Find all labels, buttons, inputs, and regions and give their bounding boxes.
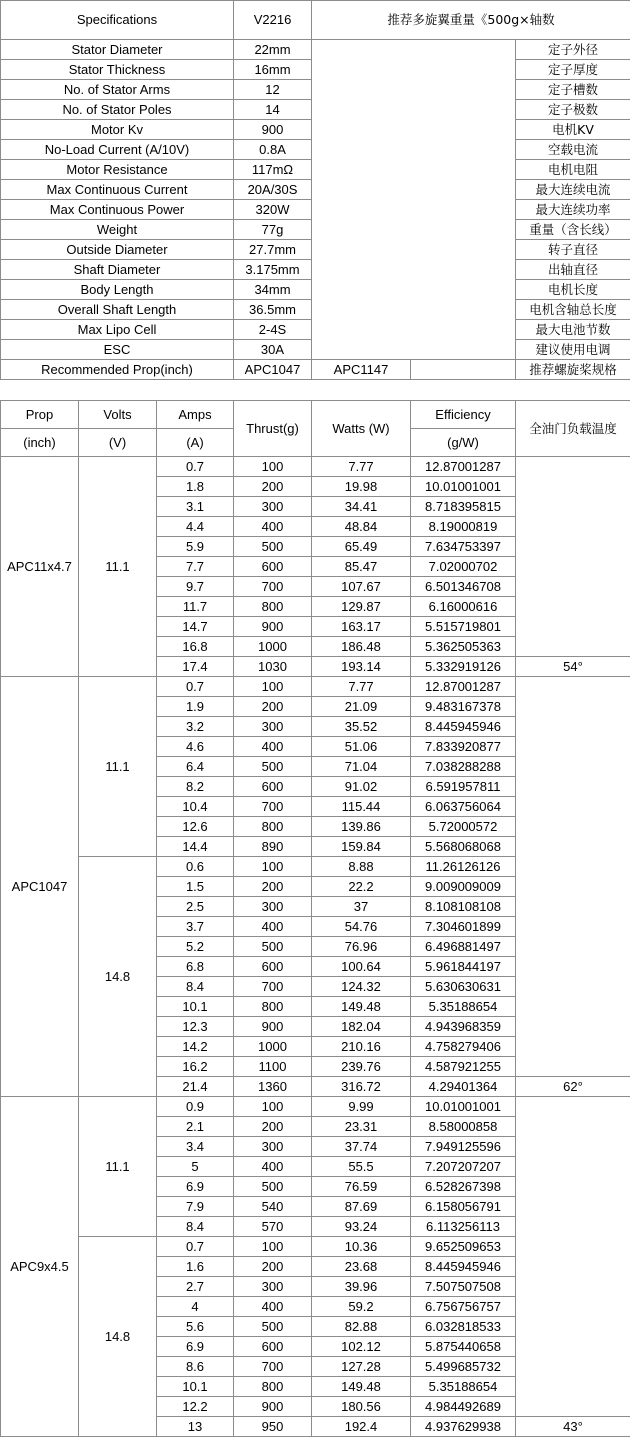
spec-value: 22mm: [234, 40, 312, 60]
header-prop: Prop: [1, 401, 79, 429]
thrust-cell: 700: [234, 577, 312, 597]
gap-cell: [234, 380, 312, 401]
spec-label: Outside Diameter: [1, 240, 234, 260]
spec-value: 27.7mm: [234, 240, 312, 260]
recommended-prop-cn: 推荐螺旋桨规格: [516, 360, 630, 380]
watts-cell: 21.09: [312, 697, 411, 717]
recommended-prop-empty: [411, 360, 516, 380]
amps-cell: 10.1: [157, 1377, 234, 1397]
efficiency-cell: 11.26126126: [411, 857, 516, 877]
watts-cell: 102.12: [312, 1337, 411, 1357]
efficiency-cell: 7.02000702: [411, 557, 516, 577]
watts-cell: 107.67: [312, 577, 411, 597]
amps-cell: 0.6: [157, 857, 234, 877]
spec-cn-label: 电机KV: [516, 120, 630, 140]
temp-blank: [516, 457, 630, 657]
amps-cell: 14.2: [157, 1037, 234, 1057]
thrust-cell: 400: [234, 1157, 312, 1177]
efficiency-cell: 7.038288288: [411, 757, 516, 777]
watts-cell: 186.48: [312, 637, 411, 657]
spec-value: 3.175mm: [234, 260, 312, 280]
amps-cell: 8.4: [157, 977, 234, 997]
thrust-cell: 500: [234, 1317, 312, 1337]
amps-cell: 7.7: [157, 557, 234, 577]
efficiency-cell: 6.113256113: [411, 1217, 516, 1237]
spec-value: 2-4S: [234, 320, 312, 340]
amps-cell: 3.7: [157, 917, 234, 937]
amps-cell: 3.1: [157, 497, 234, 517]
efficiency-cell: 6.16000616: [411, 597, 516, 617]
efficiency-cell: 7.304601899: [411, 917, 516, 937]
spec-cn-label: 转子直径: [516, 240, 630, 260]
gap-cell: [411, 380, 516, 401]
efficiency-cell: 5.875440658: [411, 1337, 516, 1357]
spec-cn-label: 最大电池节数: [516, 320, 630, 340]
watts-cell: 100.64: [312, 957, 411, 977]
thrust-cell: 400: [234, 517, 312, 537]
spec-label: ESC: [1, 340, 234, 360]
header-amps: Amps: [157, 401, 234, 429]
amps-cell: 1.8: [157, 477, 234, 497]
watts-cell: 127.28: [312, 1357, 411, 1377]
amps-cell: 8.6: [157, 1357, 234, 1377]
table-row: [1, 457, 630, 477]
spec-cn-label: 最大连续电流: [516, 180, 630, 200]
gap-cell: [79, 380, 157, 401]
watts-cell: 48.84: [312, 517, 411, 537]
spec-label: Stator Diameter: [1, 40, 234, 60]
efficiency-cell: 4.758279406: [411, 1037, 516, 1057]
amps-cell: 2.7: [157, 1277, 234, 1297]
thrust-cell: 200: [234, 477, 312, 497]
temp-blank: [516, 1097, 630, 1417]
header-thrust: Thrust(g): [234, 401, 312, 457]
spec-value: 77g: [234, 220, 312, 240]
spec-value: 900: [234, 120, 312, 140]
gap-cell: [1, 380, 79, 401]
efficiency-cell: 6.032818533: [411, 1317, 516, 1337]
efficiency-cell: 4.984492689: [411, 1397, 516, 1417]
efficiency-cell: 4.943968359: [411, 1017, 516, 1037]
recommended-prop-1: APC1047: [234, 360, 312, 380]
amps-cell: 0.7: [157, 677, 234, 697]
thrust-cell: 700: [234, 797, 312, 817]
watts-cell: 10.36: [312, 1237, 411, 1257]
watts-cell: 124.32: [312, 977, 411, 997]
watts-cell: 91.02: [312, 777, 411, 797]
header-temperature: 全油门负载温度: [516, 401, 630, 457]
watts-cell: 65.49: [312, 537, 411, 557]
efficiency-cell: 7.207207207: [411, 1157, 516, 1177]
amps-cell: 0.7: [157, 457, 234, 477]
amps-cell: 10.4: [157, 797, 234, 817]
amps-cell: 1.9: [157, 697, 234, 717]
amps-cell: 3.2: [157, 717, 234, 737]
amps-cell: 4.6: [157, 737, 234, 757]
watts-cell: 7.77: [312, 677, 411, 697]
header-amps-unit: (A): [157, 429, 234, 457]
efficiency-cell: 5.35188654: [411, 997, 516, 1017]
watts-cell: 54.76: [312, 917, 411, 937]
header-prop-unit: (inch): [1, 429, 79, 457]
watts-cell: 87.69: [312, 1197, 411, 1217]
efficiency-cell: 9.009009009: [411, 877, 516, 897]
thrust-cell: 800: [234, 597, 312, 617]
thrust-cell: 900: [234, 1397, 312, 1417]
thrust-cell: 200: [234, 697, 312, 717]
thrust-cell: 100: [234, 457, 312, 477]
efficiency-cell: 6.158056791: [411, 1197, 516, 1217]
thrust-cell: 700: [234, 1357, 312, 1377]
volts-cell: 11.1: [79, 677, 157, 857]
efficiency-cell: 5.332919126: [411, 657, 516, 677]
table-row: [1, 677, 630, 697]
efficiency-cell: 8.108108108: [411, 897, 516, 917]
thrust-cell: 540: [234, 1197, 312, 1217]
amps-cell: 3.4: [157, 1137, 234, 1157]
spec-title: Specifications: [1, 1, 234, 40]
efficiency-cell: 6.756756757: [411, 1297, 516, 1317]
amps-cell: 13: [157, 1417, 234, 1437]
efficiency-cell: 7.634753397: [411, 537, 516, 557]
efficiency-cell: 9.483167378: [411, 697, 516, 717]
amps-cell: 5.9: [157, 537, 234, 557]
model-name: V2216: [234, 1, 312, 40]
watts-cell: 59.2: [312, 1297, 411, 1317]
amps-cell: 9.7: [157, 577, 234, 597]
gap-cell: [157, 380, 234, 401]
spec-value: 12: [234, 80, 312, 100]
watts-cell: 163.17: [312, 617, 411, 637]
amps-cell: 8.4: [157, 1217, 234, 1237]
efficiency-cell: 6.528267398: [411, 1177, 516, 1197]
spec-label: Motor Kv: [1, 120, 234, 140]
volts-cell: 11.1: [79, 1097, 157, 1237]
watts-cell: 115.44: [312, 797, 411, 817]
table-gap: [1, 380, 630, 401]
watts-cell: 37: [312, 897, 411, 917]
thrust-cell: 800: [234, 1377, 312, 1397]
thrust-cell: 1000: [234, 1037, 312, 1057]
spec-value: 30A: [234, 340, 312, 360]
thrust-cell: 500: [234, 537, 312, 557]
amps-cell: 14.7: [157, 617, 234, 637]
volts-cell: 11.1: [79, 457, 157, 677]
watts-cell: 85.47: [312, 557, 411, 577]
watts-cell: 159.84: [312, 837, 411, 857]
thrust-cell: 1100: [234, 1057, 312, 1077]
watts-cell: 82.88: [312, 1317, 411, 1337]
amps-cell: 7.9: [157, 1197, 234, 1217]
watts-cell: 39.96: [312, 1277, 411, 1297]
prop-cell: APC9x4.5: [1, 1097, 79, 1437]
watts-cell: 35.52: [312, 717, 411, 737]
spec-cn-label: 重量（含长线）: [516, 220, 630, 240]
thrust-cell: 500: [234, 937, 312, 957]
watts-cell: 19.98: [312, 477, 411, 497]
efficiency-cell: 7.833920877: [411, 737, 516, 757]
watts-cell: 93.24: [312, 1217, 411, 1237]
spec-value: 14: [234, 100, 312, 120]
watts-cell: 192.4: [312, 1417, 411, 1437]
recommended-prop-2: APC1147: [312, 360, 411, 380]
efficiency-cell: 5.35188654: [411, 1377, 516, 1397]
spec-cn-label: 空载电流: [516, 140, 630, 160]
thrust-cell: 400: [234, 737, 312, 757]
thrust-cell: 600: [234, 777, 312, 797]
thrust-cell: 100: [234, 1237, 312, 1257]
thrust-cell: 300: [234, 1277, 312, 1297]
header-volts: Volts: [79, 401, 157, 429]
efficiency-cell: 7.949125596: [411, 1137, 516, 1157]
efficiency-cell: 8.445945946: [411, 1257, 516, 1277]
thrust-cell: 300: [234, 897, 312, 917]
thrust-cell: 800: [234, 997, 312, 1017]
thrust-cell: 1030: [234, 657, 312, 677]
recommended-prop-label: Recommended Prop(inch): [1, 360, 234, 380]
thrust-cell: 1000: [234, 637, 312, 657]
thrust-cell: 900: [234, 1017, 312, 1037]
thrust-cell: 600: [234, 557, 312, 577]
thrust-cell: 100: [234, 677, 312, 697]
thrust-cell: 700: [234, 977, 312, 997]
thrust-cell: 600: [234, 957, 312, 977]
amps-cell: 4.4: [157, 517, 234, 537]
thrust-cell: 600: [234, 1337, 312, 1357]
spec-value: 16mm: [234, 60, 312, 80]
spec-label: Shaft Diameter: [1, 260, 234, 280]
thrust-cell: 570: [234, 1217, 312, 1237]
efficiency-cell: 5.630630631: [411, 977, 516, 997]
efficiency-cell: 10.01001001: [411, 477, 516, 497]
spec-label: No. of Stator Arms: [1, 80, 234, 100]
efficiency-cell: 8.445945946: [411, 717, 516, 737]
efficiency-cell: 5.499685732: [411, 1357, 516, 1377]
watts-cell: 37.74: [312, 1137, 411, 1157]
amps-cell: 21.4: [157, 1077, 234, 1097]
watts-cell: 51.06: [312, 737, 411, 757]
recommended-prop-row: [1, 360, 630, 380]
spec-row: [1, 40, 630, 60]
perf-header-row: [1, 401, 630, 429]
watts-cell: 76.96: [312, 937, 411, 957]
spec-cn-label: 电机含轴总长度: [516, 300, 630, 320]
thrust-cell: 200: [234, 1117, 312, 1137]
thrust-cell: 400: [234, 917, 312, 937]
header-efficiency: Efficiency: [411, 401, 516, 429]
amps-cell: 12.3: [157, 1017, 234, 1037]
efficiency-cell: 8.718395815: [411, 497, 516, 517]
header-watts: Watts (W): [312, 401, 411, 457]
spec-cn-label: 出轴直径: [516, 260, 630, 280]
spec-cn-label: 电机长度: [516, 280, 630, 300]
gap-cell: [312, 380, 411, 401]
amps-cell: 0.9: [157, 1097, 234, 1117]
prop-cell: APC11x4.7: [1, 457, 79, 677]
watts-cell: 180.56: [312, 1397, 411, 1417]
thrust-cell: 200: [234, 877, 312, 897]
efficiency-cell: 10.01001001: [411, 1097, 516, 1117]
thrust-cell: 100: [234, 1097, 312, 1117]
spec-blank: [312, 40, 516, 360]
gap-cell: [516, 380, 630, 401]
thrust-cell: 1360: [234, 1077, 312, 1097]
efficiency-cell: 7.507507508: [411, 1277, 516, 1297]
spec-value: 36.5mm: [234, 300, 312, 320]
efficiency-cell: 6.496881497: [411, 937, 516, 957]
spec-value: 320W: [234, 200, 312, 220]
watts-cell: 8.88: [312, 857, 411, 877]
efficiency-cell: 6.063756064: [411, 797, 516, 817]
watts-cell: 139.86: [312, 817, 411, 837]
spec-label: Body Length: [1, 280, 234, 300]
thrust-cell: 890: [234, 837, 312, 857]
temperature-cell: 43°: [516, 1417, 630, 1437]
amps-cell: 14.4: [157, 837, 234, 857]
spec-label: No-Load Current (A/10V): [1, 140, 234, 160]
amps-cell: 12.6: [157, 817, 234, 837]
efficiency-cell: 6.591957811: [411, 777, 516, 797]
volts-cell: 14.8: [79, 1237, 157, 1437]
efficiency-cell: 5.961844197: [411, 957, 516, 977]
amps-cell: 4: [157, 1297, 234, 1317]
efficiency-cell: 5.72000572: [411, 817, 516, 837]
table-row: [1, 1097, 630, 1117]
efficiency-cell: 8.19000819: [411, 517, 516, 537]
thrust-cell: 300: [234, 717, 312, 737]
amps-cell: 16.8: [157, 637, 234, 657]
watts-cell: 22.2: [312, 877, 411, 897]
temp-blank: [516, 677, 630, 1077]
amps-cell: 11.7: [157, 597, 234, 617]
amps-cell: 1.5: [157, 877, 234, 897]
spec-label: Overall Shaft Length: [1, 300, 234, 320]
spec-cn-label: 电机电阻: [516, 160, 630, 180]
watts-cell: 7.77: [312, 457, 411, 477]
thrust-cell: 300: [234, 497, 312, 517]
amps-cell: 5: [157, 1157, 234, 1177]
amps-cell: 2.5: [157, 897, 234, 917]
watts-cell: 182.04: [312, 1017, 411, 1037]
efficiency-cell: 5.568068068: [411, 837, 516, 857]
amps-cell: 12.2: [157, 1397, 234, 1417]
thrust-cell: 400: [234, 1297, 312, 1317]
spec-value: 117mΩ: [234, 160, 312, 180]
amps-cell: 6.9: [157, 1177, 234, 1197]
watts-cell: 55.5: [312, 1157, 411, 1177]
thrust-cell: 200: [234, 1257, 312, 1277]
volts-cell: 14.8: [79, 857, 157, 1097]
efficiency-cell: 9.652509653: [411, 1237, 516, 1257]
efficiency-cell: 12.87001287: [411, 457, 516, 477]
spec-label: Weight: [1, 220, 234, 240]
thrust-cell: 900: [234, 617, 312, 637]
spec-label: Max Continuous Current: [1, 180, 234, 200]
watts-cell: 76.59: [312, 1177, 411, 1197]
watts-cell: 239.76: [312, 1057, 411, 1077]
amps-cell: 6.8: [157, 957, 234, 977]
amps-cell: 6.9: [157, 1337, 234, 1357]
watts-cell: 71.04: [312, 757, 411, 777]
efficiency-cell: 8.58000858: [411, 1117, 516, 1137]
header-efficiency-unit: (g/W): [411, 429, 516, 457]
spec-value: 20A/30S: [234, 180, 312, 200]
watts-cell: 316.72: [312, 1077, 411, 1097]
spec-cn-label: 定子外径: [516, 40, 630, 60]
spec-value: 0.8A: [234, 140, 312, 160]
watts-cell: 23.31: [312, 1117, 411, 1137]
amps-cell: 6.4: [157, 757, 234, 777]
thrust-cell: 100: [234, 857, 312, 877]
recommended-weight: 推荐多旋翼重量《500g×轴数: [312, 1, 630, 40]
watts-cell: 149.48: [312, 997, 411, 1017]
spec-label: No. of Stator Poles: [1, 100, 234, 120]
spec-cn-label: 定子极数: [516, 100, 630, 120]
spec-label: Stator Thickness: [1, 60, 234, 80]
thrust-cell: 950: [234, 1417, 312, 1437]
amps-cell: 5.6: [157, 1317, 234, 1337]
spec-cn-label: 建议使用电调: [516, 340, 630, 360]
efficiency-cell: 12.87001287: [411, 677, 516, 697]
watts-cell: 129.87: [312, 597, 411, 617]
amps-cell: 8.2: [157, 777, 234, 797]
spec-label: Motor Resistance: [1, 160, 234, 180]
amps-cell: 0.7: [157, 1237, 234, 1257]
efficiency-cell: 4.29401364: [411, 1077, 516, 1097]
amps-cell: 17.4: [157, 657, 234, 677]
spec-value: 34mm: [234, 280, 312, 300]
watts-cell: 34.41: [312, 497, 411, 517]
spec-cn-label: 定子槽数: [516, 80, 630, 100]
thrust-cell: 500: [234, 1177, 312, 1197]
header-volts-unit: (V): [79, 429, 157, 457]
watts-cell: 23.68: [312, 1257, 411, 1277]
thrust-cell: 800: [234, 817, 312, 837]
watts-cell: 193.14: [312, 657, 411, 677]
efficiency-cell: 5.362505363: [411, 637, 516, 657]
amps-cell: 2.1: [157, 1117, 234, 1137]
amps-cell: 1.6: [157, 1257, 234, 1277]
spec-cn-label: 定子厚度: [516, 60, 630, 80]
watts-cell: 149.48: [312, 1377, 411, 1397]
efficiency-cell: 4.587921255: [411, 1057, 516, 1077]
efficiency-cell: 6.501346708: [411, 577, 516, 597]
amps-cell: 10.1: [157, 997, 234, 1017]
thrust-cell: 500: [234, 757, 312, 777]
prop-cell: APC1047: [1, 677, 79, 1097]
temperature-cell: 62°: [516, 1077, 630, 1097]
spec-label: Max Continuous Power: [1, 200, 234, 220]
watts-cell: 9.99: [312, 1097, 411, 1117]
thrust-cell: 300: [234, 1137, 312, 1157]
efficiency-cell: 4.937629938: [411, 1417, 516, 1437]
spec-cn-label: 最大连续功率: [516, 200, 630, 220]
spec-label: Max Lipo Cell: [1, 320, 234, 340]
efficiency-cell: 5.515719801: [411, 617, 516, 637]
amps-cell: 16.2: [157, 1057, 234, 1077]
amps-cell: 5.2: [157, 937, 234, 957]
temperature-cell: 54°: [516, 657, 630, 677]
watts-cell: 210.16: [312, 1037, 411, 1057]
